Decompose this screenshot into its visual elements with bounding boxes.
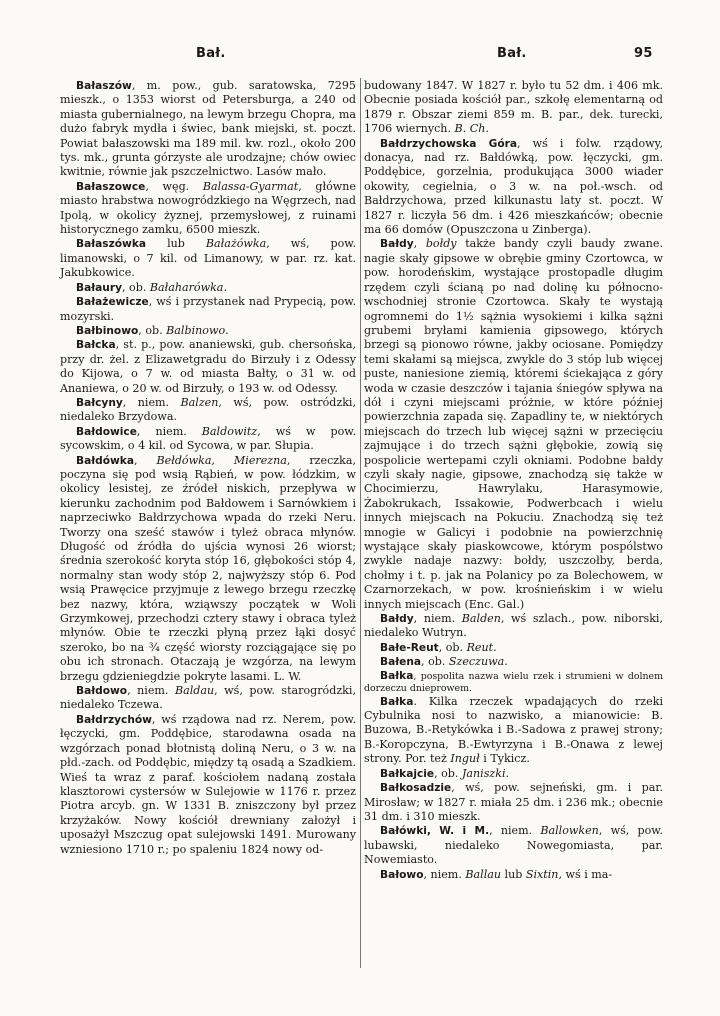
entry-text: . xyxy=(493,640,497,654)
entry-text: lub xyxy=(501,867,526,881)
entry-text: , ob. xyxy=(138,323,167,337)
entry-text: i Tykicz. xyxy=(479,752,530,766)
left-column xyxy=(60,79,356,857)
entry-headword: Bałdy xyxy=(380,613,414,626)
dictionary-entry xyxy=(60,295,356,324)
entry-text: , niem. xyxy=(423,867,466,881)
entry-variant-name: Szeczuwa xyxy=(448,655,505,669)
dictionary-entry xyxy=(364,655,663,669)
entry-headword: Bałaszowce xyxy=(76,180,146,193)
entry-variant-name: Ballau xyxy=(465,867,502,881)
right-column xyxy=(364,79,663,882)
entry-text: , wś rządowa nad rz. Nerem, pow. łęczycki, gm. Poddębice, starodawna osada na wzgórzach ponad błotnistą doliną Neru, o 3 w. na płd.-zach. od Poddębic, między tą osadą a Szadkiem. Wieś ta wraz z paraf. kościołem nadaną została klasztorowi cystersów w Sulejowie w 1176 r. przez Piotra arcyb. gn. W 1331 B. zniszczony był przez krzyżaków. Nowy kościół drewniany założył i uposażył Mszczug opat sulejowski 1491. Murowany wzniesiono 1710 r.; po spaleniu 1824 nowy od- xyxy=(60,712,357,856)
entry-headword: Bałaszów xyxy=(76,80,132,92)
entry-text: , niem. xyxy=(136,424,202,438)
dictionary-entry xyxy=(364,137,663,238)
entry-text: , wś i przystanek nad Prypecią, pow. mozyrski. xyxy=(60,295,356,323)
entry-variant-name: Baldowitz xyxy=(201,424,258,438)
page-number: 95 xyxy=(634,46,653,61)
entry-text: lub xyxy=(146,237,206,251)
entry-headword: Bałażewicze xyxy=(76,296,149,309)
running-header-left: Bał. xyxy=(196,46,226,61)
entry-headword: Bałe-Reut xyxy=(380,641,439,654)
entry-headword: Bałowo xyxy=(380,868,424,881)
entry-headword: Bałcka xyxy=(76,339,116,352)
entry-text: , wś, pow. limanowski, o 7 kil. od Limanowy, w par. rz. kat. Jakubkowice. xyxy=(60,237,356,280)
entry-text: , m. pow., gub. saratowska, 7295 mieszk., o 1353 wiorst od Petersburga, a 240 od miasta gubernialnego, na lewym brzegu Chopra, ma dużo fabryk mydła i świec, bank miejski, st. poczt. Powiat bałaszowski ma 189 mil. kw. rozl., około 200 tys. mk., grunta górzyste ale urodzajne; chów owiec kwitnie, równie jak pszczelnictwo. Lasów mało. xyxy=(60,79,356,179)
entry-variant-name: Balzen xyxy=(180,395,219,409)
entry-headword: Bałdy xyxy=(380,238,414,251)
entry-headword: Bałka xyxy=(380,669,414,682)
dictionary-entry xyxy=(60,713,356,857)
entry-headword: Bałdowice xyxy=(76,425,137,438)
entry-variant-name: B. Ch. xyxy=(454,122,489,136)
entry-text: , ob. xyxy=(121,280,150,294)
dictionary-entry xyxy=(60,281,356,295)
entry-variant-name: Baldau xyxy=(174,684,215,698)
dictionary-entry xyxy=(364,868,663,882)
entry-headword: Bałkosadzie xyxy=(380,782,452,795)
entry-text: , ob. xyxy=(434,766,462,780)
dictionary-entry xyxy=(60,79,356,180)
entry-variant-name: Bełdówka, Mierezna xyxy=(156,453,287,467)
entry-text: , wś w pow. sycowskim, o 4 kil. od Sycowa, w par. Słupia. xyxy=(60,424,356,453)
entry-variant-name: Janiszki xyxy=(461,766,506,780)
entry-headword: Bałena xyxy=(380,656,422,669)
entry-headword: Bałdrzychowska Góra xyxy=(380,137,518,150)
dictionary-entry xyxy=(60,338,356,396)
entry-text: . Kilka rzeczek wpadających do rzeki Cybulnika nosi to nazwisko, a mianowicie: B. Buzowa, B.-Retykówka i B.-Sadowa z prawej strony; B.-Koropczyna, B.-Ewtyrzyna i B.-Onawa z lewej strony. Por. też xyxy=(364,694,663,766)
entry-variant-name: Sixtin xyxy=(525,867,559,881)
entry-text: , główne miasto hrabstwa nowogródzkiego na Węgrzech, nad Ipolą, w okolicy żyznej, przemysłowej, z ruinami historycznego zamku, 6500 mieszk. xyxy=(60,179,356,237)
entry-text: , wś, pow. starogródzki, niedaleko Tczewa. xyxy=(60,684,356,712)
entry-text: . xyxy=(504,655,508,669)
dictionary-entry xyxy=(60,324,356,338)
entry-text: , wś, pow. ostródzki, niedaleko Brzydowa. xyxy=(60,395,356,424)
entry-variant-name: Reut xyxy=(466,640,494,654)
entry-variant-name: Inguł xyxy=(450,752,480,766)
entry-variant-name: Ballowken xyxy=(540,824,599,838)
entry-variant-name: Balassa-Gyarmat xyxy=(202,179,299,193)
dictionary-entry xyxy=(364,824,663,867)
dictionary-entry xyxy=(364,670,663,695)
entry-text: , wś szlach., pow. niborski, niedaleko Wutryn. xyxy=(364,612,663,640)
entry-variant-name: Bałażówka xyxy=(205,237,267,251)
dictionary-entry xyxy=(364,612,663,641)
entry-headword: Bałaszówka xyxy=(76,238,147,251)
dictionary-entry xyxy=(60,237,356,280)
entry-text: , niem. xyxy=(122,395,181,409)
entry-text: , st. p., pow. ananiewski, gub. chersońska, przy dr. żel. z Elizawetgradu do Birzuły i z Odessy do Kijowa, o 7 w. od miasta Bałty, o 31 w. od Ananiewa, o 20 w. od Birzuły, o 193 w. od Odessy. xyxy=(60,338,356,395)
entry-text: , wś i folw. rządowy, donacya, nad rz. Bałdówką, pow. łęczycki, gm. Poddębice, gorzelnia, produkująca 3000 wiader okowity, cegielnia, o 3 w. na poł.-wsch. od Bałdrzychowa, przed kilkunastu laty st. poczt. W 1827 r. liczyła 56 dm. i 426 mieszkańców; obecnie ma 66 domów (Opuszczona u Zinberga). xyxy=(364,136,663,237)
entry-text: , wś, pow. sejneński, gm. i par. Mirosław; w 1827 r. miała 25 dm. i 236 mk.; obecnie 31 dm. i 310 mieszk. xyxy=(364,781,663,823)
entry-headword: Bałkajcie xyxy=(380,767,435,780)
dictionary-entry xyxy=(60,684,356,713)
entry-variant-name: Balbinowo xyxy=(166,323,226,337)
entry-text: , wś i ma- xyxy=(558,867,613,881)
entry-headword: Bałka xyxy=(380,695,414,708)
entry-text: . xyxy=(225,323,229,337)
dictionary-entry xyxy=(364,641,663,655)
entry-text: , niem. xyxy=(413,612,462,626)
entry-text: , pospolita nazwa wielu rzek i strumieni w dolnem dorzeczu dnieprowem. xyxy=(364,670,663,694)
entry-text: , rzeczka, poczyna się pod wsią Rąbień, w pow. łódzkim, w okolicy lesistej, ze źródeł niskich, przepływa w kierunku zachodnim pod Bałdowem i Sarnówkiem i naprzeciwko Bałdrzychowa wpada do rzeki Neru. Tworzy ona sześć stawów i tyleż obraca młynów. Długość od źródła do ujścia wynosi 26 wiorst; średnia szerokość koryta stóp 16, głębokości stóp 4, normalny stan wody stóp 2, najwyższy stóp 6. Pod wsią Prawęcice przyjmuje z lewego brzegu rzeczkę bez nazwy, która, wziąwszy początek w Woli Grzymkowej, przechodzi cztery stawy i obraca tyleż młynów. Obie te rzeczki płyną przez łąki dosyć szeroko, bo na ¾ część wiorsty rozciągające się po obu ich stronach. Otaczają je wzgórza, na lewym brzegu gdzieniegdzie pokryte lasami. L. W. xyxy=(60,453,356,683)
entry-text: budowany 1847. W 1827 r. było tu 52 dm. i 406 mk. Obecnie posiada kościół par., szkołę elementarną od 1879 r. Obszar ziemi 859 m. B. par., dek. turecki, 1706 wiernych. xyxy=(364,79,663,136)
entry-headword: Bałdówka xyxy=(76,454,134,467)
entry-text: , ob. xyxy=(421,655,449,669)
dictionary-entry xyxy=(364,237,663,612)
entry-text: , niem. xyxy=(489,824,541,838)
entry-headword: Bałdrzychów xyxy=(76,713,152,726)
dictionary-entry xyxy=(60,454,356,685)
entry-text: , niem. xyxy=(127,684,175,698)
entry-headword: Bałdowo xyxy=(76,685,128,698)
dictionary-entry xyxy=(60,425,356,454)
entry-headword: Bałbinowo xyxy=(76,324,139,337)
dictionary-entry xyxy=(364,781,663,824)
entry-variant-name: Bałaharówka xyxy=(149,280,224,294)
column-rule xyxy=(360,78,361,968)
entry-text: , wś, pow. lubawski, niedaleko Nowegomiasta, par. Nowemiasto. xyxy=(364,824,663,867)
dictionary-entry xyxy=(60,180,356,238)
entry-text: , ob. xyxy=(438,640,467,654)
entry-variant-name: bołdy xyxy=(425,237,457,251)
dictionary-entry xyxy=(60,396,356,425)
entry-text: , węg. xyxy=(145,179,203,193)
entry-text: , xyxy=(134,453,157,467)
entry-headword: Bałaury xyxy=(76,281,122,294)
entry-text: . xyxy=(505,766,510,780)
entry-text: , xyxy=(413,237,426,251)
entry-headword: Bałówki, W. i M. xyxy=(380,825,490,838)
entry-text: także bandy czyli baudy zwane. nagie skały gipsowe w obrębie gminy Czortowca, w pow. horodeńskim, wystające prostopadle długim rzędem czyli ścianą po nad dolinę ku północno-wschodniej stronie Czortowca. Skały te wystają ogromnemi do 1½ sążnia wysokiemi i kilka sążni grubemi bryłami kamienia gipsowego, których brzegi są pionowo równe, jakby ociosane. Pomiędzy temi skałami są miejsca, zwykle do 3 stóp lub więcej puste, naniesione ziemią, któremi ściekająca z góry woda w czasie deszczów i tajania śniegów spływa na dół i czyni miejscami próżnie, w które później powierzchnia zapada się. Zapadliny te, w niektórych miejscach do trzech lub więcej sążni w przecięciu zajmujące i do trzech sążni głębokie, zowią się pospolicie wertepami czyli okniami. Podobne bałdy czyli skały nagie, gipsowe, znachodzą się także w Chocimierzu, Hawrylaku, Harasymowie, Żabokrukach, Issakowie, Podwerbcach i wielu innych miejscach na Pokuciu. Znachodzą się też mnogie w Galicyi i podobnie na powierzchnię wystające skały piaskowcowe, którym pospólstwo zwykle nadaje nazwy: bołdy, uszczołby, berda, chołmy i t. p. jak na Polanicy po za Bolechowem, w Czarnorzekach, w pow. krośnieńskim i w wielu innych miejscach (Enc. Gal.) xyxy=(364,237,663,611)
running-header-right: Bał. xyxy=(497,46,527,61)
entry-headword: Bałcyny xyxy=(76,396,123,409)
entry-variant-name: Balden xyxy=(461,612,501,626)
dictionary-entry xyxy=(364,695,663,767)
dictionary-entry xyxy=(364,767,663,781)
entry-text: . xyxy=(223,280,227,294)
dictionary-entry xyxy=(364,79,663,137)
